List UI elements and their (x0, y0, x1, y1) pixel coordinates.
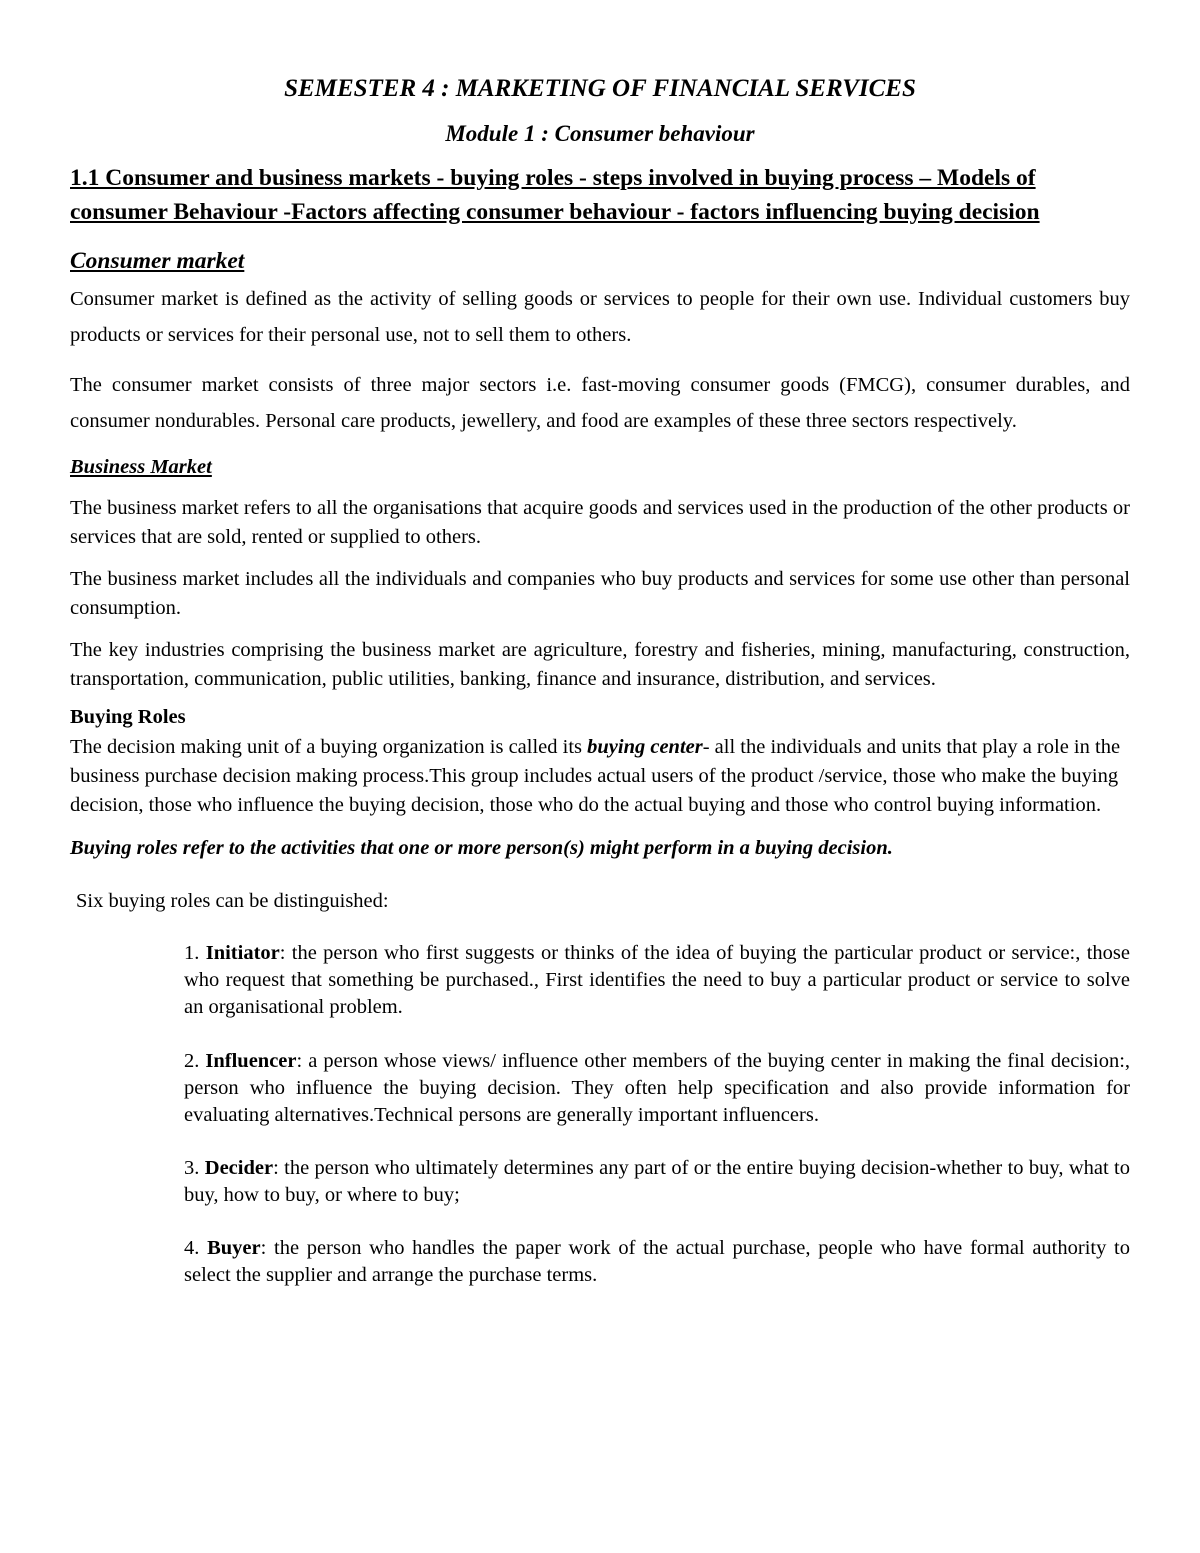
list-item (184, 1048, 1130, 1129)
list-item-number: 4. (184, 1237, 200, 1259)
business-market-paragraph-1: The business market refers to all the organisations that acquire goods and services used in the production of the other products or services that are sold, rented or supplied to others. (70, 497, 1130, 548)
business-market-paragraph-2: The business market includes all the individuals and companies who buy products and services for some use other than personal consumption. (70, 568, 1130, 619)
list-item-text: : the person who first suggests or thinks of the idea of buying the particular product or service:, those who request that something be purchased., First identifies the need to buy a particular product or service to solve an organisational problem. (184, 942, 1130, 1018)
buying-roles-intro: Six buying roles can be distinguished: (76, 890, 389, 912)
business-market-paragraph-3: The key industries comprising the business market are agriculture, forestry and fisheries, mining, manufacturing, construction, transportation, communication, public utilities, banking, finance and insurance, distribution, and services. (70, 639, 1130, 690)
section-heading: 1.1 Consumer and business markets - buying roles - steps involved in buying process – Models of consumer Behaviour -Factors affecting consumer behaviour - factors influencing buying decision (70, 165, 1040, 225)
module-title: Module 1 : Consumer behaviour (445, 121, 755, 146)
list-item-number: 2. (184, 1050, 200, 1072)
list-item-number: 3. (184, 1157, 200, 1179)
business-market-heading (70, 453, 1130, 482)
list-item-text: : the person who ultimately determines any part of or the entire buying decision-whether to buy, what to buy, how to buy, or where to buy; (184, 1157, 1130, 1206)
buying-roles-text-start: The decision making unit of a buying organization is called its (70, 736, 588, 758)
list-item-term: Decider (204, 1157, 274, 1179)
buying-roles-paragraph (70, 733, 1130, 820)
list-item-term: Buyer (207, 1237, 261, 1259)
document-page (70, 70, 1130, 1289)
list-item (184, 940, 1130, 1021)
business-market-heading-text: Business Market (70, 456, 212, 478)
list-item-text: : a person whose views/ influence other members of the buying center in making the final decision:, person who influence the buying decision. They often help specification and also provide information for evaluating alternatives.Technical persons are generally important influencers. (184, 1050, 1131, 1126)
list-item (184, 1155, 1130, 1209)
buying-roles-heading: Buying Roles (70, 706, 186, 728)
list-item (184, 1235, 1130, 1289)
buying-center-term: buying center (587, 736, 703, 758)
list-item-term: Influencer (205, 1050, 297, 1072)
consumer-market-heading: Consumer market (70, 248, 245, 274)
list-item-number: 1. (184, 942, 200, 964)
list-item-term: Initiator (205, 942, 280, 964)
consumer-market-paragraph-1: Consumer market is defined as the activity of selling goods or services to people for their own use. Individual customers buy products or services for their personal use, not to sell them to others. (70, 288, 1130, 346)
buying-roles-definition: Buying roles refer to the activities that one or more person(s) might perform in a buying decision. (70, 837, 893, 859)
buying-roles-text-end: - all the individuals and units that play a role in the business purchase decision making process.This group includes actual users of the product /service, those who make the buying decision, those who influence the buying decision, those who do the actual buying and those who control buying information. (70, 736, 1121, 816)
consumer-market-paragraph-2: The consumer market consists of three major sectors i.e. fast-moving consumer goods (FMCG), consumer durables, and consumer nondurables. Personal care products, jewellery, and food are examples of these three sectors respectively. (70, 374, 1130, 432)
list-item-text: : the person who handles the paper work of the actual purchase, people who have formal authority to select the supplier and arrange the purchase terms. (184, 1237, 1130, 1286)
document-title: SEMESTER 4 : MARKETING OF FINANCIAL SERVICES (284, 75, 916, 102)
buying-roles-list (70, 940, 1130, 1289)
